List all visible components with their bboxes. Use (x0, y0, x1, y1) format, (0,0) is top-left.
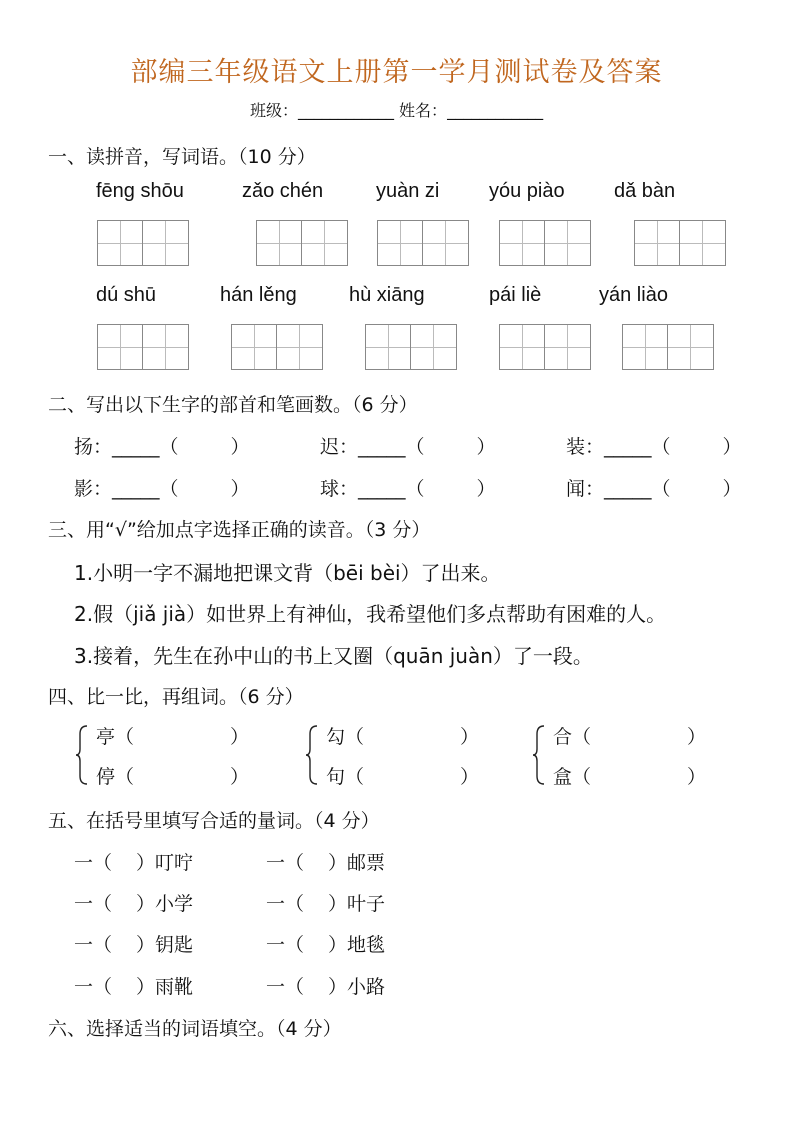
writing-grid[interactable] (97, 220, 189, 266)
brace-icon (76, 724, 86, 784)
compare-item[interactable]: 亭（ ） (96, 726, 250, 748)
section-4-heading: 四、比一比，再组词。（6 分） (48, 686, 304, 708)
writing-grid[interactable] (634, 220, 726, 266)
class-blank[interactable]: ____________ (297, 101, 394, 120)
pinyin-3: yuàn zi (376, 180, 440, 202)
section-5-heading: 五、在括号里填写合适的量词。（4 分） (48, 810, 380, 832)
measure-word-item[interactable]: 一（ ）地毯 (266, 934, 386, 956)
pinyin-9: pái liè (489, 284, 542, 306)
measure-word-item[interactable]: 一（ ）邮票 (266, 852, 386, 874)
compare-item[interactable]: 停（ ） (96, 766, 250, 788)
question-3-2[interactable]: 2.假（jiǎ jià）如世界上有神仙，我希望他们多点帮助有困难的人。 (74, 602, 667, 626)
compare-item[interactable]: 合（ ） (553, 726, 707, 748)
radical-item[interactable]: 迟：_____（ ） (320, 436, 496, 458)
student-info-line (0, 98, 793, 121)
radical-item[interactable]: 扬：_____（ ） (74, 436, 250, 458)
writing-grid[interactable] (499, 324, 591, 370)
writing-grid[interactable] (365, 324, 457, 370)
pinyin-5: dǎ bàn (614, 180, 676, 202)
radical-item[interactable]: 影：_____（ ） (74, 478, 250, 500)
pinyin-10: yán liào (599, 284, 668, 306)
section-1-heading: 一、读拼音，写词语。（10 分） (48, 146, 316, 168)
compare-item[interactable]: 勾（ ） (326, 726, 480, 748)
pinyin-1: fēng shōu (96, 180, 184, 202)
measure-word-item[interactable]: 一（ ）钥匙 (74, 934, 194, 956)
brace-icon (306, 724, 316, 784)
section-2-heading: 二、写出以下生字的部首和笔画数。（6 分） (48, 394, 418, 416)
writing-grid[interactable] (377, 220, 469, 266)
compare-item[interactable]: 句（ ） (326, 766, 480, 788)
measure-word-item[interactable]: 一（ ）叮咛 (74, 852, 194, 874)
pinyin-2: zǎo chén (242, 180, 324, 202)
writing-grid[interactable] (97, 324, 189, 370)
radical-item[interactable]: 装：_____（ ） (566, 436, 742, 458)
pinyin-4: yóu piào (489, 180, 565, 202)
compare-item[interactable]: 盒（ ） (553, 766, 707, 788)
question-3-1[interactable]: 1.小明一字不漏地把课文背（bēi bèi）了出来。 (74, 561, 501, 585)
class-label: 班级： (249, 101, 298, 120)
brace-icon (533, 724, 543, 784)
writing-grid[interactable] (256, 220, 348, 266)
radical-item[interactable]: 闻：_____（ ） (566, 478, 742, 500)
page-title: 部编三年级语文上册第一学月测试卷及答案 (130, 57, 663, 88)
writing-grid[interactable] (622, 324, 714, 370)
pinyin-6: dú shū (96, 284, 157, 306)
radical-item[interactable]: 球：_____（ ） (320, 478, 496, 500)
measure-word-item[interactable]: 一（ ）小路 (266, 976, 386, 998)
measure-word-item[interactable]: 一（ ）雨靴 (74, 976, 194, 998)
pinyin-7: hán lěng (220, 284, 297, 306)
section-3-heading: 三、用“√”给加点字选择正确的读音。（3 分） (48, 519, 431, 541)
measure-word-item[interactable]: 一（ ）叶子 (266, 893, 386, 915)
question-3-3[interactable]: 3.接着，先生在孙中山的书上又圈（quān juàn）了一段。 (74, 644, 593, 668)
section-6-heading: 六、选择适当的词语填空。（4 分） (48, 1018, 342, 1040)
pinyin-8: hù xiāng (349, 284, 425, 306)
name-blank[interactable]: ____________ (447, 101, 544, 120)
writing-grid[interactable] (499, 220, 591, 266)
writing-grid[interactable] (231, 324, 323, 370)
measure-word-item[interactable]: 一（ ）小学 (74, 893, 194, 915)
name-label: 姓名： (399, 101, 448, 120)
